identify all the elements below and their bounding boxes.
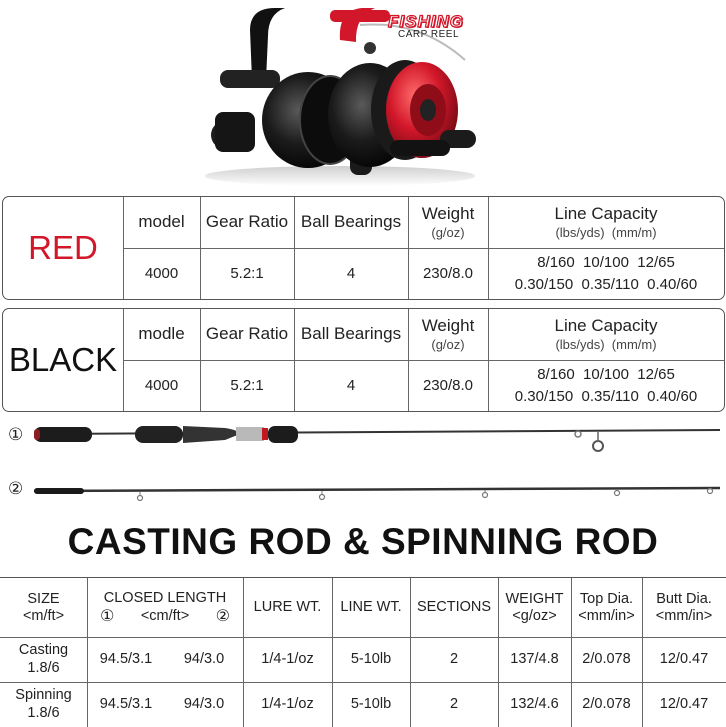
line-capacity-lbs: 8/160 10/100 12/65 [537,365,675,383]
closed-length-header [87,578,243,637]
rod-images [0,412,726,522]
brand-logo [388,12,498,46]
butt-dia-header-label: Butt Dia. [656,590,712,607]
line-capacity-value [488,248,724,299]
line-capacity-value [488,360,724,411]
ball-bearings-value: 4 [346,376,356,394]
spinning-size: 1.8/6 [27,704,60,721]
line-capacity-mm: 0.30/150 0.35/110 0.40/60 [514,275,698,293]
casting-butt-dia: 12/0.47 [659,650,709,667]
spinning-size-cell [0,682,87,727]
gear-ratio-value: 5.2:1 [230,376,264,394]
brand-logo-text: FISHING [388,12,464,31]
ball-bearings-value: 4 [346,264,356,282]
lure-wt-header: LURE WT. [253,599,322,616]
size-header [0,578,87,637]
weight-header-label: Weight [421,315,475,335]
line-capacity-unit: (lbs/yds) (mm/m) [555,225,657,241]
model-header: model [138,212,185,232]
sections-header: SECTIONS [416,599,492,616]
weight-header [408,197,488,248]
weight-header-label: WEIGHT [505,590,564,607]
casting-size: 1.8/6 [27,659,60,676]
spinning-weight: 132/4.6 [510,695,559,712]
casting-name: Casting [18,642,69,659]
weight-value: 230/8.0 [422,376,474,394]
spinning-closed-length-1: 94.5/3.1 [99,695,153,712]
casting-size-cell [0,637,87,682]
rod-2-image [34,488,720,501]
closed-length-label: CLOSED LENGTH [103,589,227,606]
butt-dia-header [642,578,726,637]
rod-drawings [0,412,726,522]
weight-header-unit: (g/oz) [431,337,465,353]
gear-ratio-header: Gear Ratio [205,212,289,232]
model-value: 4000 [144,264,179,282]
gear-ratio-header: Gear Ratio [205,324,289,344]
casting-top-dia: 2/0.078 [582,650,631,667]
spinning-top-dia: 2/0.078 [582,695,631,712]
model-value: 4000 [144,376,179,394]
casting-line-wt: 5-10lb [350,650,392,667]
weight-header [408,309,488,360]
rod-2-marker: ② [8,479,24,499]
line-capacity-lbs: 8/160 10/100 12/65 [537,253,675,271]
weight-value: 230/8.0 [422,264,474,282]
top-dia-header-unit: <mm/in> [578,607,635,624]
line-wt-header: LINE WT. [340,599,402,616]
size-header-label: SIZE [27,590,60,607]
casting-closed-length-2: 94/3.0 [183,650,225,667]
top-dia-header [571,578,642,637]
closed-length-marker-1: ① [100,605,115,625]
model-header: modle [138,324,185,344]
reel-spec-table-red [2,196,725,300]
line-capacity-unit: (lbs/yds) (mm/m) [555,337,657,353]
rod-spec-table [0,577,726,727]
butt-dia-header-unit: <mm/in> [655,607,713,624]
line-capacity-mm: 0.30/150 0.35/110 0.40/60 [514,387,698,405]
casting-lure-wt: 1/4-1/oz [261,650,314,667]
rod-section-heading: CASTING ROD & SPINNING ROD [67,521,659,562]
size-header-unit: <m/ft> [22,607,65,624]
weight-header-label: Weight [421,203,475,223]
reel-spec-table-black [2,308,725,412]
reel-color-label: RED [28,229,98,266]
weight-header-unit: <g/oz> [512,607,557,624]
spinning-butt-dia: 12/0.47 [659,695,709,712]
spinning-name: Spinning [15,687,72,704]
spinning-closed-length-2: 94/3.0 [183,695,225,712]
casting-sections: 2 [449,650,459,667]
closed-length-marker-2: ② [215,605,230,625]
weight-header [498,578,571,637]
top-dia-header-label: Top Dia. [579,590,634,607]
brand-subtitle: CARP REEL [398,29,460,40]
rod-1-marker: ① [8,425,24,445]
ball-bearings-header: Ball Bearings [300,212,402,232]
casting-closed-length-1: 94.5/3.1 [99,650,153,667]
ball-bearings-header: Ball Bearings [300,324,402,344]
spinning-sections: 2 [449,695,459,712]
closed-length-unit: <cm/ft> [140,607,190,624]
spinning-line-wt: 5-10lb [350,695,392,712]
line-capacity-label: Line Capacity [554,203,658,223]
casting-weight: 137/4.8 [510,650,559,667]
rod-1-image [34,426,720,451]
gear-ratio-value: 5.2:1 [230,264,264,282]
reel-color-label: BLACK [8,341,118,378]
line-capacity-header [488,309,724,360]
line-capacity-label: Line Capacity [554,315,658,335]
weight-header-unit: (g/oz) [431,225,465,241]
line-capacity-header [488,197,724,248]
spinning-lure-wt: 1/4-1/oz [261,695,314,712]
